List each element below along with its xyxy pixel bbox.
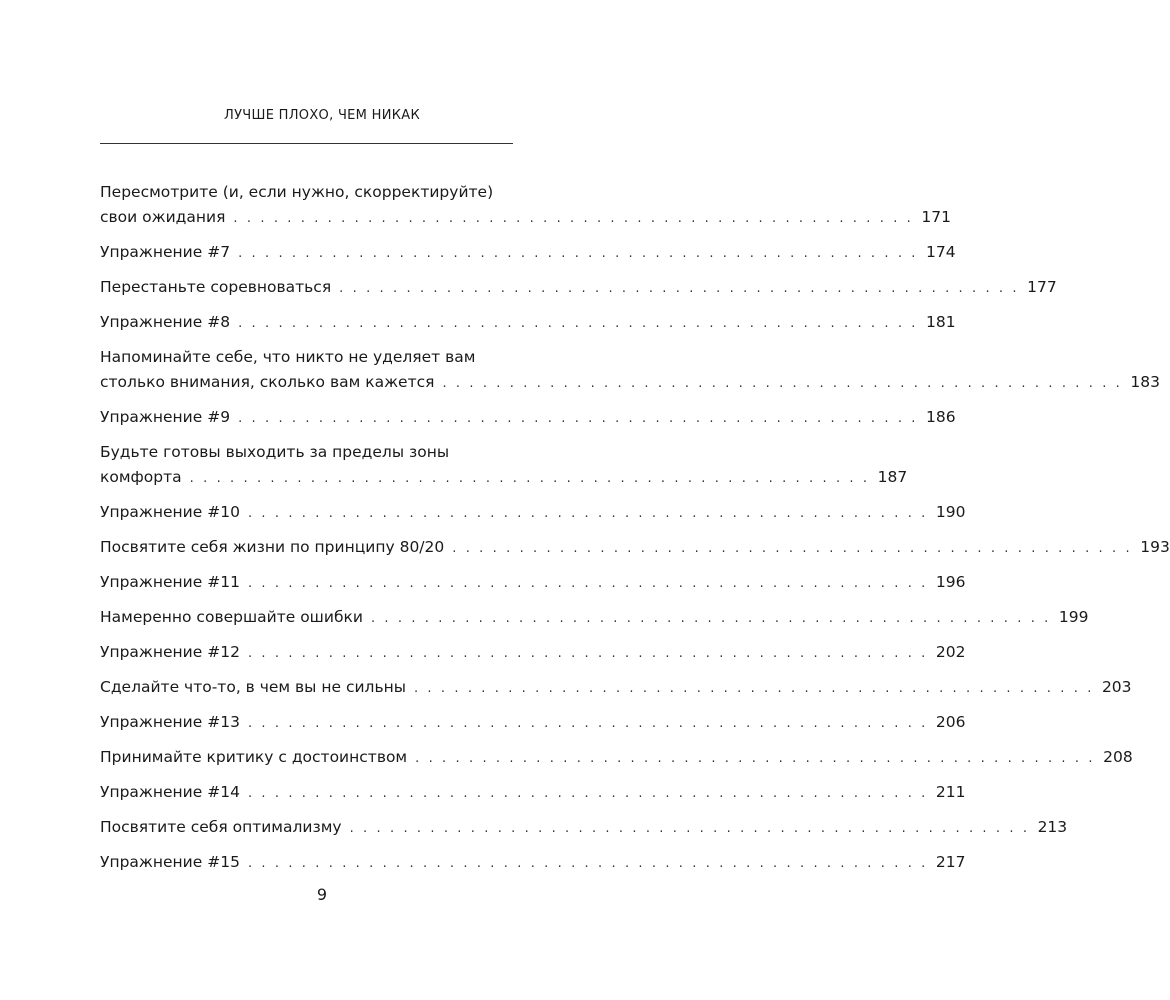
toc-entry-title: Намеренно совершайте ошибки (100, 608, 363, 626)
toc-entry-line (100, 370, 1161, 396)
dot-leader: . . . . . . . . . . . . . . . . . . . . . . . . . . . . . . . . . . . . . . . . . . . . . . . . . . . (413, 681, 1094, 696)
toc-entry[interactable] (100, 310, 956, 336)
toc-entry-line (100, 310, 956, 336)
toc-entry-page-number: 206 (935, 713, 966, 731)
dot-leader: . . . . . . . . . . . . . . . . . . . . . . . . . . . . . . . . . . . . . . . . . . . . . . . . . . . (233, 211, 914, 226)
toc-entry-title: Упражнение #9 (100, 408, 231, 426)
toc-entry[interactable] (100, 405, 956, 431)
dot-leader: . . . . . . . . . . . . . . . . . . . . . . . . . . . . . . . . . . . . . . . . . . . . . . . . . . . (370, 611, 1051, 626)
toc-entry-title-line1: Будьте готовы выходить за пределы зоны (100, 443, 450, 461)
toc-entry[interactable] (100, 675, 1132, 701)
dot-leader: . . . . . . . . . . . . . . . . . . . . . . . . . . . . . . . . . . . . . . . . . . . . . . . . . . . (442, 376, 1123, 391)
toc-entry-title: Посвятите себя жизни по принципу 80/20 (100, 538, 445, 556)
toc-entry-title: Упражнение #8 (100, 313, 231, 331)
toc-entry-line (100, 205, 951, 231)
dot-leader: . . . . . . . . . . . . . . . . . . . . . . . . . . . . . . . . . . . . . . . . . . . . . . . . . . . (238, 411, 919, 426)
toc-entry-title: Сделайте что-то, в чем вы не сильны (100, 678, 406, 696)
toc-entry-title: Принимайте критику с достоинством (100, 748, 408, 766)
toc-entry-title: Упражнение #14 (100, 783, 240, 801)
toc-entry-title: Упражнение #7 (100, 243, 231, 261)
toc-entry-title: Посвятите себя оптимализму (100, 818, 342, 836)
toc-entry-page-number: 171 (921, 208, 951, 226)
dot-leader: . . . . . . . . . . . . . . . . . . . . . . . . . . . . . . . . . . . . . . . . . . . . . . . . . . . (247, 576, 928, 591)
dot-leader: . . . . . . . . . . . . . . . . . . . . . . . . . . . . . . . . . . . . . . . . . . . . . . . . . . . (247, 646, 928, 661)
toc-entry[interactable] (100, 570, 966, 596)
table-of-contents (100, 180, 1170, 885)
toc-entry-line (100, 710, 966, 736)
toc-entry-page-number: 211 (935, 783, 966, 801)
toc-entry-line (100, 780, 966, 806)
toc-entry-page-number: 202 (935, 643, 966, 661)
toc-entry[interactable] (100, 240, 956, 266)
toc-entry-title-line1: Напоминайте себе, что никто не уделяет вам (100, 348, 476, 366)
toc-entry[interactable] (100, 275, 1057, 301)
toc-entry-title: комфорта (100, 468, 182, 486)
toc-entry-page-number: 203 (1101, 678, 1132, 696)
dot-leader: . . . . . . . . . . . . . . . . . . . . . . . . . . . . . . . . . . . . . . . . . . . . . . . . . . . (238, 316, 919, 331)
dot-leader: . . . . . . . . . . . . . . . . . . . . . . . . . . . . . . . . . . . . . . . . . . . . . . . . . . . (339, 281, 1020, 296)
toc-entry-title: Упражнение #10 (100, 503, 240, 521)
toc-entry-line (100, 605, 1089, 631)
toc-entry[interactable] (100, 815, 1068, 841)
toc-entry-title: Упражнение #11 (100, 573, 240, 591)
dot-leader: . . . . . . . . . . . . . . . . . . . . . . . . . . . . . . . . . . . . . . . . . . . . . . . . . . . (247, 856, 928, 871)
toc-entry-page-number: 174 (926, 243, 956, 261)
toc-entry[interactable] (100, 780, 966, 806)
toc-entry[interactable] (100, 500, 966, 526)
dot-leader: . . . . . . . . . . . . . . . . . . . . . . . . . . . . . . . . . . . . . . . . . . . . . . . . . . . (247, 506, 928, 521)
toc-entry[interactable] (100, 850, 966, 876)
toc-entry-page-number: 183 (1130, 373, 1161, 391)
dot-leader: . . . . . . . . . . . . . . . . . . . . . . . . . . . . . . . . . . . . . . . . . . . . . . . . . . . (452, 541, 1133, 556)
toc-entry-title: Упражнение #15 (100, 853, 240, 871)
toc-entry-line (100, 465, 908, 491)
toc-entry[interactable] (100, 745, 1133, 771)
toc-entry-line (100, 535, 1170, 561)
dot-leader: . . . . . . . . . . . . . . . . . . . . . . . . . . . . . . . . . . . . . . . . . . . . . . . . . . . (189, 471, 870, 486)
page-number: 9 (316, 885, 328, 904)
toc-entry-page-number: 208 (1103, 748, 1133, 766)
toc-entry-line (100, 240, 956, 266)
toc-entry-line (100, 675, 1132, 701)
toc-entry-page-number: 213 (1037, 818, 1068, 836)
toc-entry-page-number: 217 (935, 853, 966, 871)
toc-entry-page-number: 186 (926, 408, 956, 426)
toc-entry[interactable] (100, 605, 1089, 631)
toc-entry-line (100, 640, 966, 666)
toc-entry-page-number: 196 (935, 573, 966, 591)
toc-entry[interactable] (100, 180, 951, 231)
toc-entry-line (100, 745, 1133, 771)
header-rule (100, 143, 513, 144)
toc-entry-page-number: 181 (926, 313, 956, 331)
toc-entry-title: Упражнение #13 (100, 713, 240, 731)
toc-entry-title: столько внимания, сколько вам кажется (100, 373, 435, 391)
toc-entry-page-number: 177 (1027, 278, 1057, 296)
toc-entry-line (100, 850, 966, 876)
toc-entry-line (100, 570, 966, 596)
toc-entry-page-number: 187 (877, 468, 908, 486)
toc-entry-line (100, 275, 1057, 301)
toc-entry-page-number: 190 (935, 503, 966, 521)
dot-leader: . . . . . . . . . . . . . . . . . . . . . . . . . . . . . . . . . . . . . . . . . . . . . . . . . . . (415, 751, 1096, 766)
toc-entry[interactable] (100, 710, 966, 736)
toc-entry-title: свои ожидания (100, 208, 226, 226)
dot-leader: . . . . . . . . . . . . . . . . . . . . . . . . . . . . . . . . . . . . . . . . . . . . . . . . . . . (247, 716, 928, 731)
dot-leader: . . . . . . . . . . . . . . . . . . . . . . . . . . . . . . . . . . . . . . . . . . . . . . . . . . . (247, 786, 928, 801)
toc-entry-title: Упражнение #12 (100, 643, 240, 661)
toc-entry[interactable] (100, 535, 1170, 561)
running-head-title: ЛУЧШЕ ПЛОХО, ЧЕМ НИКАК (224, 108, 420, 123)
toc-entry[interactable] (100, 345, 1161, 396)
toc-entry-title-line1: Пересмотрите (и, если нужно, скорректируйте) (100, 183, 494, 201)
toc-entry[interactable] (100, 440, 908, 491)
toc-entry[interactable] (100, 640, 966, 666)
toc-entry-line (100, 500, 966, 526)
toc-entry-page-number: 193 (1140, 538, 1170, 556)
toc-entry-page-number: 199 (1058, 608, 1089, 626)
dot-leader: . . . . . . . . . . . . . . . . . . . . . . . . . . . . . . . . . . . . . . . . . . . . . . . . . . . (238, 246, 919, 261)
toc-entry-title: Перестаньте соревноваться (100, 278, 332, 296)
toc-entry-line (100, 815, 1068, 841)
toc-entry-line (100, 405, 956, 431)
dot-leader: . . . . . . . . . . . . . . . . . . . . . . . . . . . . . . . . . . . . . . . . . . . . . . . . . . . (349, 821, 1030, 836)
